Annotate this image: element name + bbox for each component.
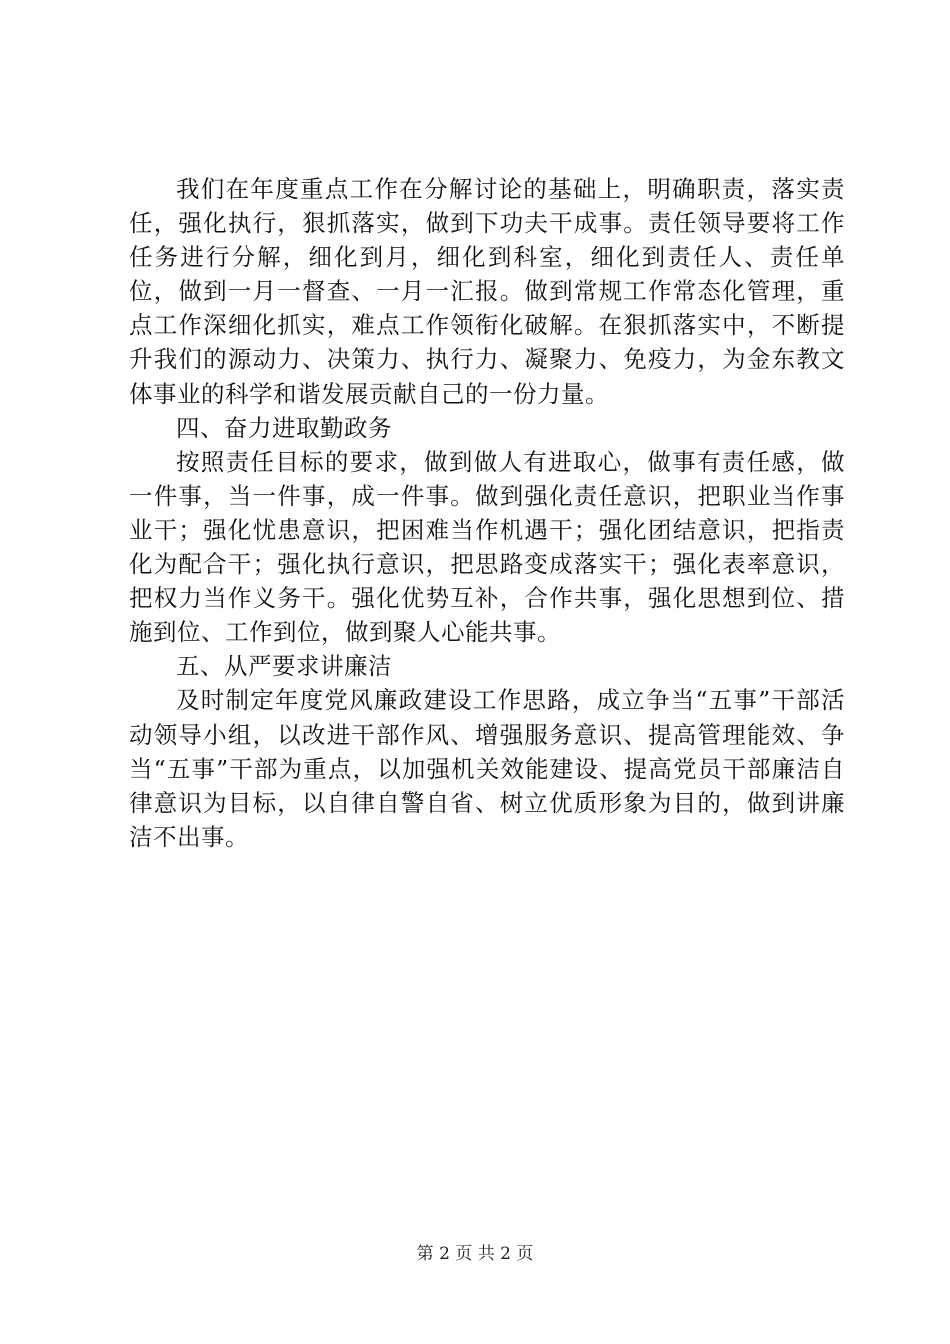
section-heading-four: 四、奋力进取勤政务	[176, 413, 392, 442]
page-footer: 第 2 页 共 2 页	[416, 1244, 534, 1264]
paragraph-diligence: 按照责任目标的要求，做到做人有进取心，做事有责任感，做一件事，当一件事，成一件事。做到强化责任意识，把职业当作事业干；强化忧患意识，把困难当作机遇干；强化团结意识，把指责化为配合干；强化执行意识，把思路变成落实干；强化表率意识，把权力当作义务干。强化优势互补，合作共事，强化思想到位、措施到位、工作到位，做到聚人心能共事。	[129, 447, 845, 647]
paragraph-implementation: 我们在年度重点工作在分解讨论的基础上，明确职责，落实责任，强化执行，狠抓落实，做到下功夫干成事。责任领导要将工作任务进行分解，细化到月，细化到科室，细化到责任人、责任单位，做到一月一督查、一月一汇报。做到常规工作常态化管理，重点工作深细化抓实，难点工作领衔化破解。在狠抓落实中，不断提升我们的源动力、决策力、执行力、凝聚力、免疫力，为金东教文体事业的科学和谐发展贡献自己的一份力量。	[129, 175, 845, 408]
paragraph-integrity: 及时制定年度党风廉政建设工作思路，成立争当“五事”干部活动领导小组，以改进干部作风、增强服务意识、提高管理能效、争当“五事”干部为重点，以加强机关效能建设、提高党员干部廉洁自律意识为目标，以自律自警自省、树立优质形象为目的，做到讲廉洁不出事。	[129, 686, 845, 851]
document-body	[129, 172, 845, 854]
section-heading-five: 五、从严要求讲廉洁	[176, 652, 392, 681]
